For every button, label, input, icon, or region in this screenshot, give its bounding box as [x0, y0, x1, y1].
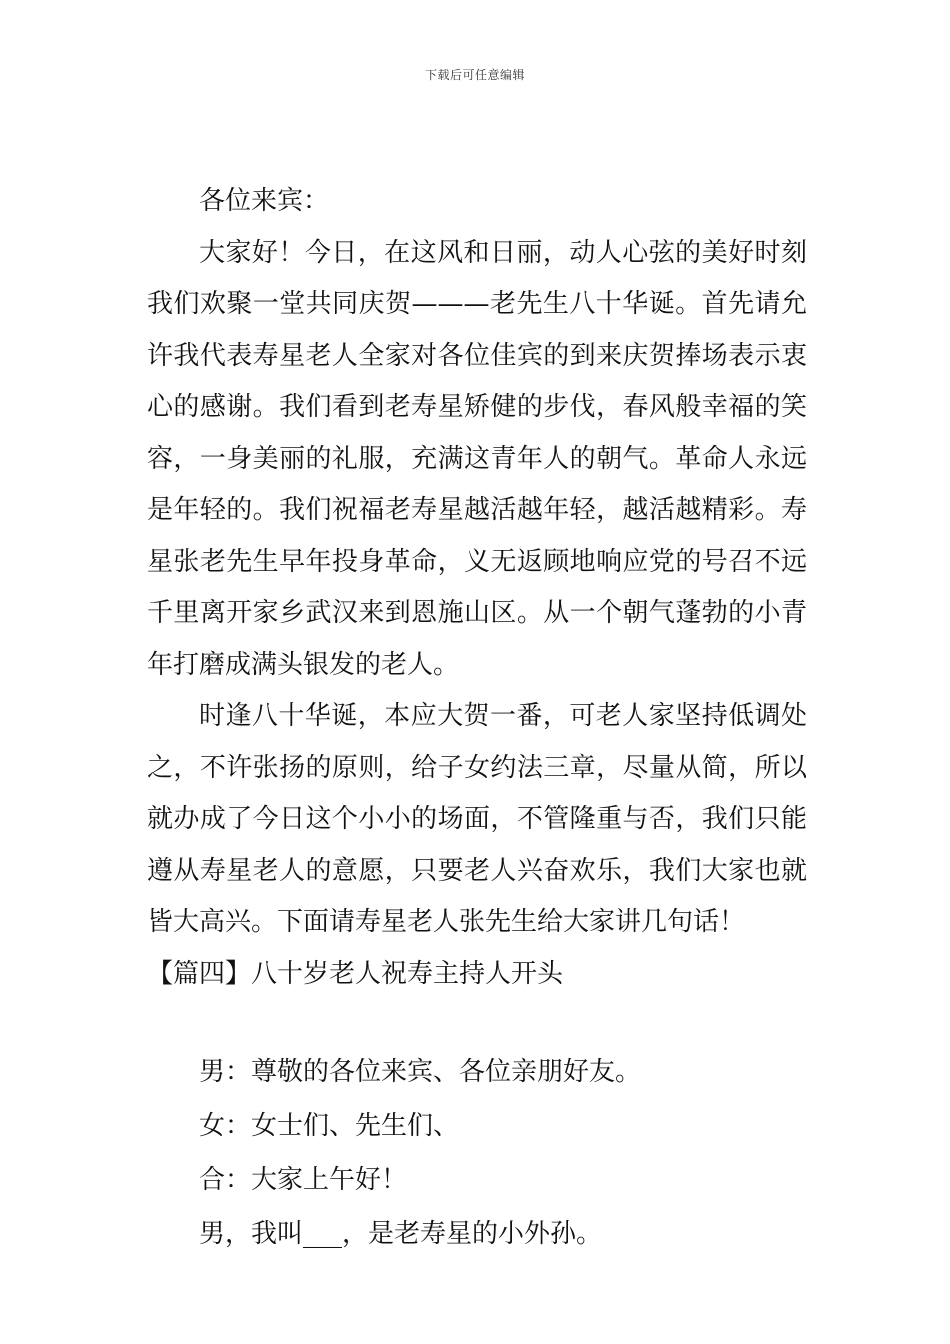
document-body: [147, 176, 807, 1261]
page-header-note: 下载后可任意编辑: [424, 68, 525, 82]
spacer: [147, 1000, 807, 1045]
paragraph-birthday: 时逢八十华诞，本应大贺一番，可老人家坚持低调处之，不许张扬的原则，给子女约法三章，尽量从简，所以就办成了今日这个小小的场面，不管隆重与否，我们只能遵从寿星老人的意愿，只要老人兴奋欢乐，我们大家也就皆大高兴。下面请寿星老人张先生给大家讲几句话！: [147, 701, 807, 937]
dialog-line-male: 男：尊敬的各位来宾、各位亲朋好友。: [199, 1057, 642, 1087]
dialog-list: [147, 1045, 807, 1261]
paragraph-opening: 大家好！今日，在这风和日丽，动人心弦的美好时刻我们欢聚一堂共同庆贺———老先生八十华诞。首先请允许我代表寿星老人全家对各位佳宾的到来庆贺捧场表示衷心的感谢。我们看到老寿星矫健的步伐，春风般幸福的笑容，一身美丽的礼服，充满这青年人的朝气。革命人永远是年轻的。我们祝福老寿星越活越年轻，越活越精彩。寿星张老先生早年投身革命，义无返顾地响应党的号召不远千里离开家乡武汉来到恩施山区。从一个朝气蓬勃的小青年打磨成满头银发的老人。: [147, 237, 807, 680]
salutation: 各位来宾：: [199, 186, 330, 216]
dialog-line-together: 合：大家上午好！: [199, 1165, 408, 1195]
dialog-line-grandson: 男，我叫___，是老寿星的小外孙。: [199, 1219, 603, 1249]
dialog-line-female: 女：女士们、先生们、: [199, 1111, 460, 1141]
section-title: 【篇四】八十岁老人祝寿主持人开头: [147, 958, 564, 989]
